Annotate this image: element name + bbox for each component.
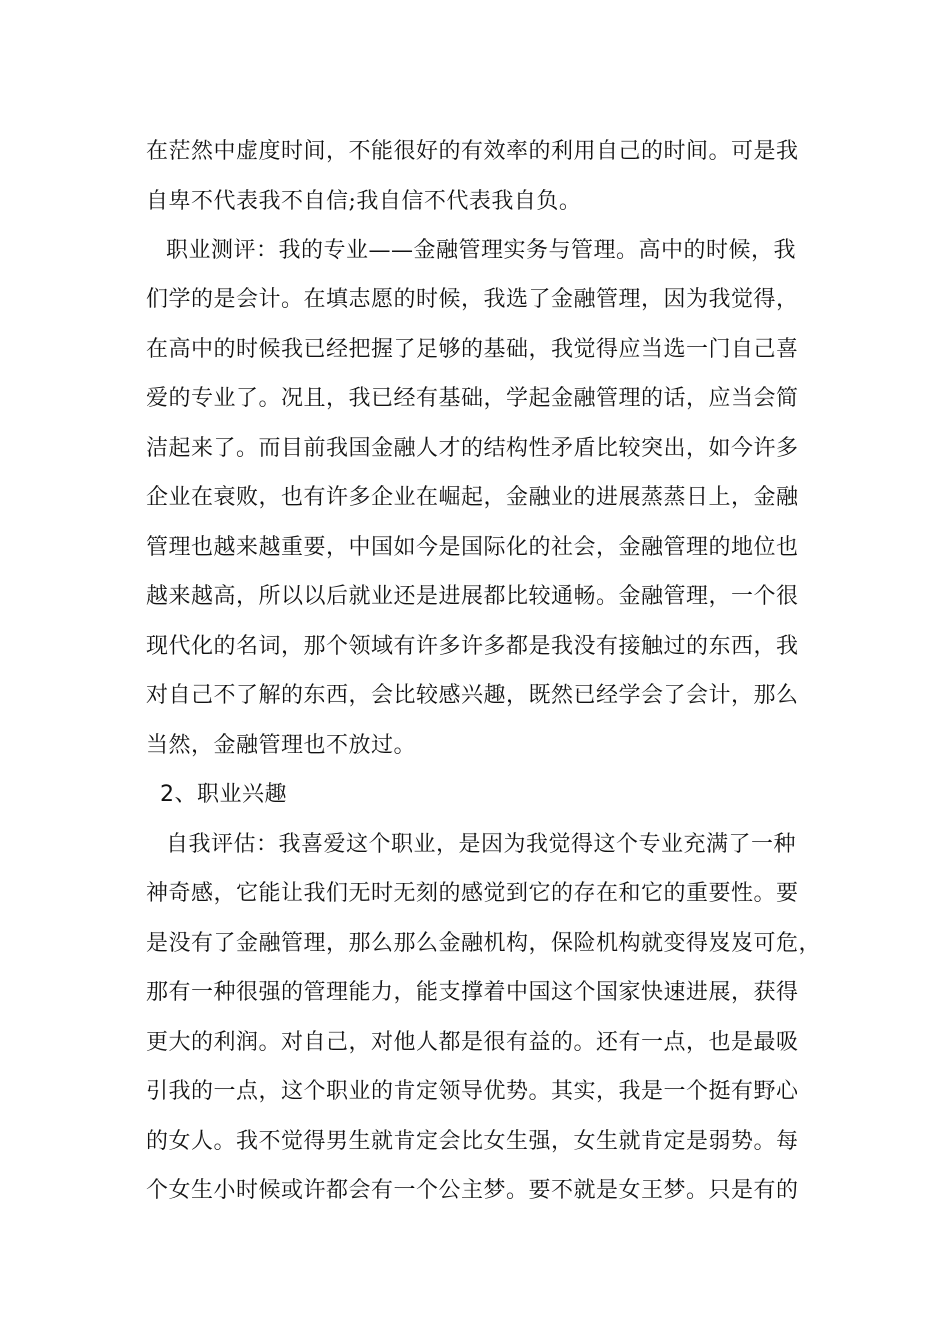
text-line: 对自己不了解的东西，会比较感兴趣，既然已经学会了会计，那么 [146, 683, 799, 708]
text-line: 的女人。我不觉得男生就肯定会比女生强，女生就肯定是弱势。每 [146, 1129, 799, 1154]
text-line: 在高中的时候我已经把握了足够的基础，我觉得应当选一门自己喜 [146, 337, 799, 362]
text-line: 管理也越来越重要，中国如今是国际化的社会，金融管理的地位也 [146, 535, 799, 560]
text-line: 那有一种很强的管理能力，能支撑着中国这个国家快速进展，获得 [146, 980, 799, 1005]
text-line: 自卑不代表我不自信;我自信不代表我自负。 [146, 189, 582, 214]
text-line: 个女生小时候或许都会有一个公主梦。要不就是女王梦。只是有的 [146, 1178, 799, 1203]
text-line: 们学的是会计。在填志愿的时候，我选了金融管理，因为我觉得， [146, 287, 799, 312]
text-line: 在茫然中虚度时间，不能很好的有效率的利用自己的时间。可是我 [146, 139, 799, 164]
text-line: 引我的一点，这个职业的肯定领导优势。其实，我是一个挺有野心 [146, 1079, 799, 1104]
text-line: 当然，金融管理也不放过。 [146, 733, 417, 758]
text-line: 神奇感，它能让我们无时无刻的感觉到它的存在和它的重要性。要 [146, 881, 799, 906]
section-heading: 2、职业兴趣 [160, 782, 287, 807]
text-line: 越来越高，所以以后就业还是进展都比较通畅。金融管理，一个很 [146, 584, 799, 609]
text-line: 现代化的名词，那个领域有许多许多都是我没有接触过的东西，我 [146, 634, 799, 659]
text-line: 是没有了金融管理，那么那么金融机构，保险机构就变得岌岌可危， [146, 931, 822, 956]
paragraph-start-line: 自我评估：我喜爱这个职业，是因为我觉得这个专业充满了一种 [166, 832, 797, 857]
paragraph-start-line: 职业测评：我的专业——金融管理实务与管理。高中的时候，我 [166, 238, 797, 263]
text-line: 洁起来了。而目前我国金融人才的结构性矛盾比较突出，如今许多 [146, 436, 799, 461]
text-line: 爱的专业了。况且，我已经有基础，学起金融管理的话，应当会简 [146, 386, 799, 411]
text-line: 企业在衰败，也有许多企业在崛起，金融业的进展蒸蒸日上，金融 [146, 485, 799, 510]
text-line: 更大的利润。对自己，对他人都是很有益的。还有一点，也是最吸 [146, 1030, 799, 1055]
